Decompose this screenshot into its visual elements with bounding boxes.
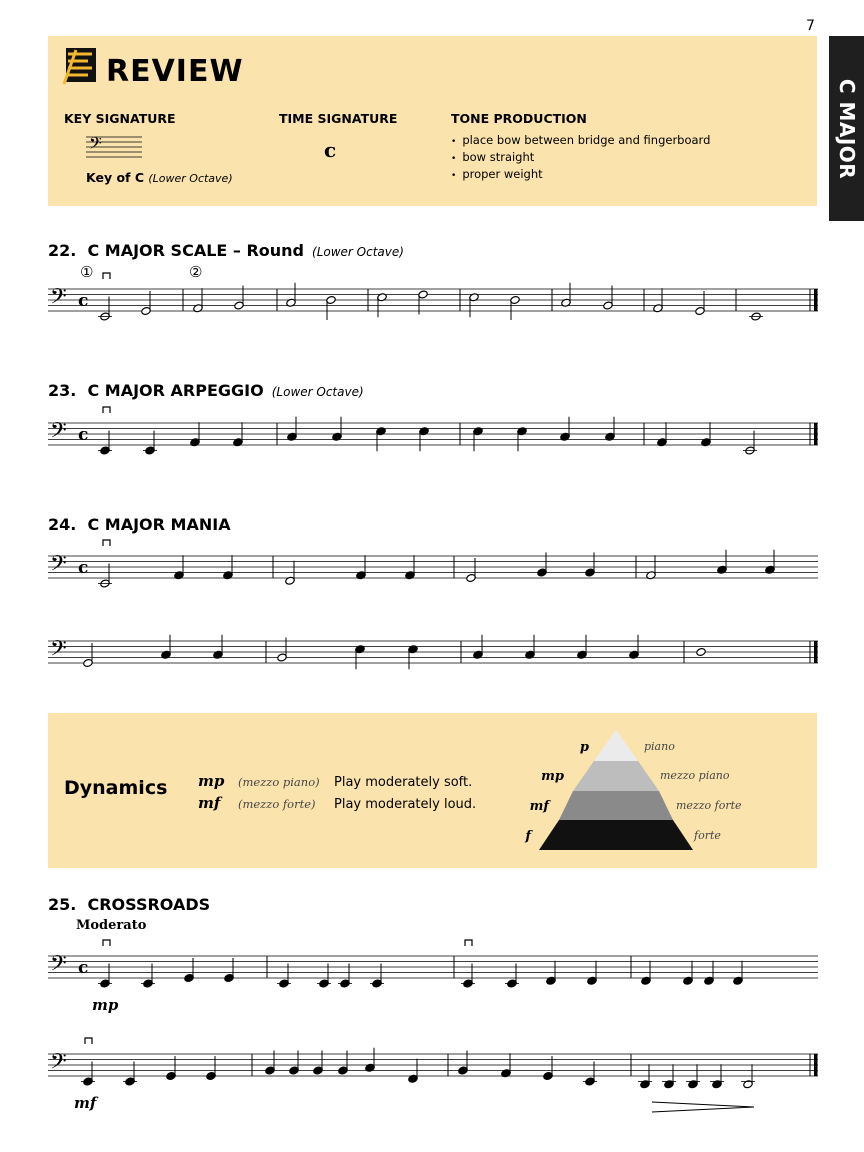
staff-exercise-22 xyxy=(48,283,818,331)
pyramid-label-mezzo-piano: mezzo piano xyxy=(660,769,730,782)
common-time-icon: c xyxy=(78,958,89,978)
pyramid-layer-mf xyxy=(559,791,673,820)
list-item: • proper weight xyxy=(451,166,710,183)
review-box xyxy=(48,36,817,206)
common-time-symbol: c xyxy=(324,138,337,162)
pyramid-layer-mp xyxy=(573,761,659,791)
bass-clef-icon: 𝄢 xyxy=(50,1049,67,1080)
exercise-25-title: 25. CROSSROADS xyxy=(48,895,211,914)
common-time-icon: c xyxy=(78,558,89,578)
exercise-24-title: 24. C MAJOR MANIA xyxy=(48,515,231,534)
staff-exercise-24-line-2 xyxy=(48,635,818,683)
dynamic-mf: mf xyxy=(74,1094,97,1112)
page-number: 7 xyxy=(806,18,815,34)
common-time-icon: c xyxy=(78,291,89,311)
dynamic-mp: mp xyxy=(92,996,119,1014)
time-signature-heading: TIME SIGNATURE xyxy=(279,111,398,126)
key-caption: Key of C (Lower Octave) xyxy=(86,170,233,185)
dynamics-row-mp: mp (mezzo piano) Play moderately soft. xyxy=(198,772,473,790)
staff-exercise-23 xyxy=(48,417,818,465)
round-marker-2: ② xyxy=(189,264,203,281)
bass-clef-icon: 𝄢 xyxy=(50,951,67,982)
bass-clef-icon: 𝄢 xyxy=(50,284,67,315)
down-bow-icon xyxy=(103,940,110,946)
list-item: • bow straight xyxy=(451,149,710,166)
review-title: REVIEW xyxy=(106,54,244,89)
pyramid-label-piano: piano xyxy=(644,740,675,753)
common-time-icon: c xyxy=(78,425,89,445)
bass-clef-icon: 𝄢 xyxy=(50,636,67,667)
pyramid-layer-f xyxy=(539,820,693,850)
pyramid-label-mezzo-forte: mezzo forte xyxy=(676,799,742,812)
pyramid-symbol-p: p xyxy=(579,740,589,755)
dynamics-box xyxy=(48,713,817,868)
tone-production-list xyxy=(451,132,710,183)
down-bow-icon xyxy=(103,273,110,279)
bass-clef-icon: 𝄢 xyxy=(50,551,67,582)
pyramid-symbol-f: f xyxy=(525,829,531,844)
tone-production-heading: TONE PRODUCTION xyxy=(451,111,587,126)
dynamics-pyramid xyxy=(518,725,778,855)
dynamics-title: Dynamics xyxy=(64,777,168,799)
chapter-tab-label: C MAJOR xyxy=(834,78,859,179)
dynamics-row-mf: mf (mezzo forte) Play moderately loud. xyxy=(198,794,477,812)
exercise-23-title: 23. C MAJOR ARPEGGIO (Lower Octave) xyxy=(48,381,364,400)
note-head xyxy=(696,647,706,656)
down-bow-icon xyxy=(465,940,472,946)
final-barline xyxy=(814,423,818,445)
pyramid-symbol-mf: mf xyxy=(529,799,549,814)
pyramid-layer-p xyxy=(594,730,638,761)
staff-exercise-25-line-2 xyxy=(48,1048,818,1096)
down-bow-icon xyxy=(103,540,110,546)
down-bow-icon xyxy=(103,407,110,413)
list-item: • place bow between bridge and fingerboard xyxy=(451,132,710,149)
down-bow-icon xyxy=(85,1038,92,1044)
final-barline xyxy=(814,289,818,311)
pyramid-symbol-mp: mp xyxy=(541,769,564,784)
chapter-tab xyxy=(829,36,864,221)
bass-clef-icon: 𝄢 xyxy=(50,418,67,449)
final-barline xyxy=(814,1054,818,1076)
review-logo-icon xyxy=(62,44,102,88)
final-barline xyxy=(814,641,818,663)
decrescendo-hairpin xyxy=(650,1100,760,1114)
round-marker-1: ① xyxy=(80,264,94,281)
exercise-22-title: 22. C MAJOR SCALE – Round (Lower Octave) xyxy=(48,241,404,260)
staff-exercise-25-line-1 xyxy=(48,950,818,998)
key-signature-staff xyxy=(86,134,144,162)
key-signature-heading: KEY SIGNATURE xyxy=(64,111,176,126)
tempo-marking: Moderato xyxy=(76,918,147,933)
bass-clef-icon: 𝄢 xyxy=(89,134,102,157)
pyramid-label-forte: forte xyxy=(694,829,721,842)
staff-exercise-24-line-1 xyxy=(48,550,818,598)
